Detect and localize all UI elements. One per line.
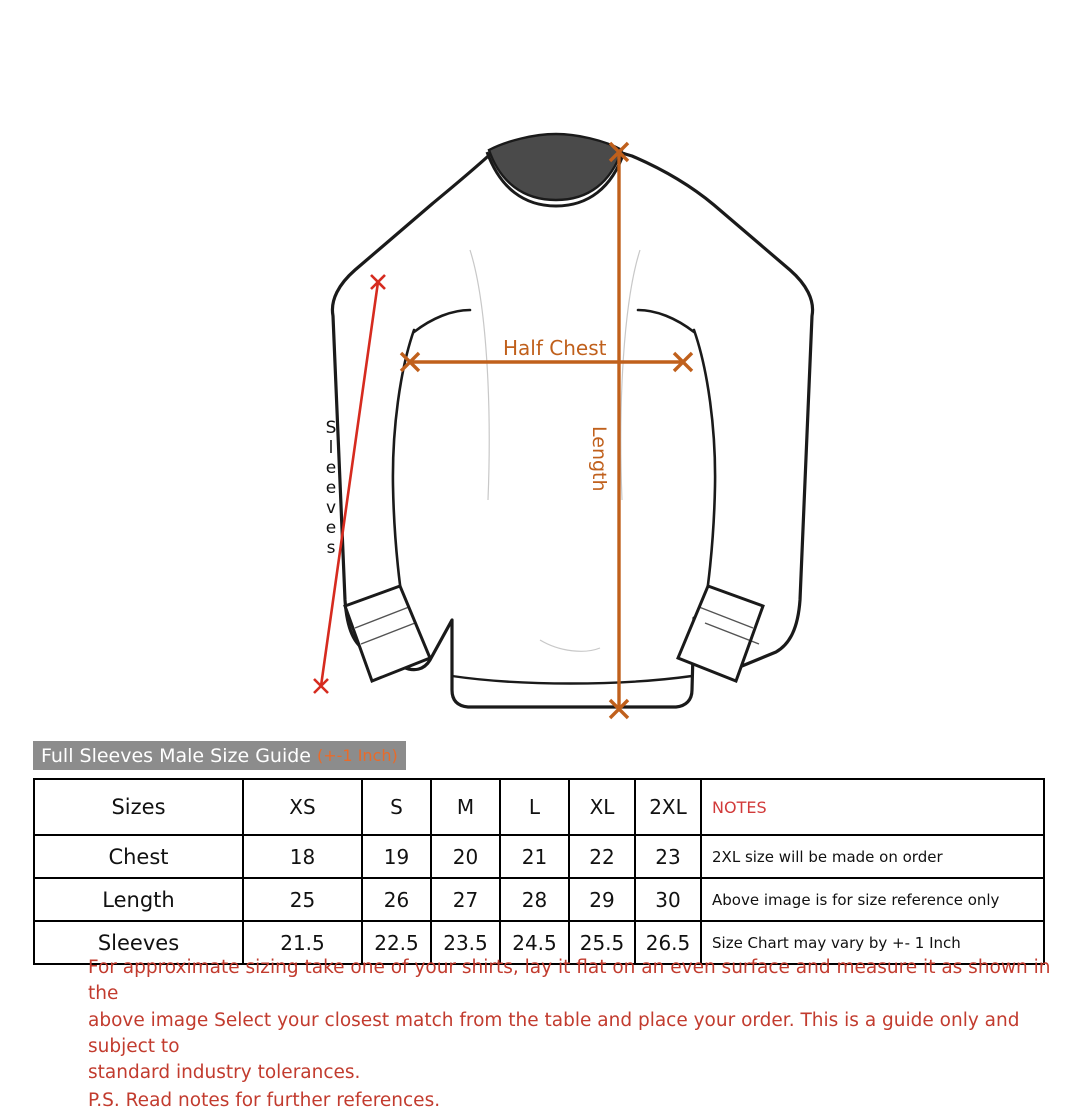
header-m: M <box>431 779 500 835</box>
cell-sleeves-2xl: 26.5 <box>635 921 701 964</box>
length-label: Length <box>588 420 610 498</box>
cell-chest-s: 19 <box>362 835 431 878</box>
title-tolerance: (+-1 Inch) <box>317 746 398 765</box>
cell-chest-2xl: 23 <box>635 835 701 878</box>
cell-sleeves-m: 23.5 <box>431 921 500 964</box>
half-chest-label: Half Chest <box>497 336 612 360</box>
cell-length-l: 28 <box>500 878 569 921</box>
cell-sleeves-s: 22.5 <box>362 921 431 964</box>
note-length-row: Above image is for size reference only <box>701 878 1044 921</box>
footnote-line-2: above image Select your closest match from the table and place your order. This is a guide only and subject to <box>88 1009 1020 1057</box>
cell-length-m: 27 <box>431 878 500 921</box>
table-header-row <box>34 779 1044 835</box>
sleeves-label <box>320 418 342 558</box>
cell-chest-m: 20 <box>431 835 500 878</box>
cell-sleeves-l: 24.5 <box>500 921 569 964</box>
sizing-instructions <box>88 955 1058 1115</box>
cell-sleeves-xs: 21.5 <box>243 921 362 964</box>
row-label-length: Length <box>34 878 243 921</box>
sleeves-letter: e <box>325 478 337 499</box>
cell-chest-xl: 22 <box>569 835 635 878</box>
sleeves-letter: v <box>325 498 337 519</box>
sleeves-letter: S <box>325 418 337 438</box>
title-text: Full Sleeves Male Size Guide <box>41 744 311 767</box>
header-notes: NOTES <box>701 779 1044 835</box>
header-xl: XL <box>569 779 635 835</box>
header-sizes: Sizes <box>34 779 243 835</box>
size-chart-table <box>33 778 1045 965</box>
cell-length-s: 26 <box>362 878 431 921</box>
size-guide-title <box>33 741 406 770</box>
header-xs: XS <box>243 779 362 835</box>
footnote-line-1: For approximate sizing take one of your shirts, lay it flat on an even surface and measure it as shown in the <box>88 957 1051 1005</box>
header-l: L <box>500 779 569 835</box>
cell-sleeves-xl: 25.5 <box>569 921 635 964</box>
cell-chest-xs: 18 <box>243 835 362 878</box>
row-label-chest: Chest <box>34 835 243 878</box>
footnote-line-3: standard industry tolerances. <box>88 1062 361 1084</box>
cell-length-2xl: 30 <box>635 878 701 921</box>
header-s: S <box>362 779 431 835</box>
sleeves-letter: s <box>326 538 336 559</box>
header-2xl: 2XL <box>635 779 701 835</box>
table-row <box>34 835 1044 878</box>
footnote-ps: P.S. Read notes for further references. <box>88 1090 441 1112</box>
cell-length-xs: 25 <box>243 878 362 921</box>
sleeves-letter: l <box>328 438 334 459</box>
sleeves-letter: e <box>325 458 337 479</box>
table-row <box>34 878 1044 921</box>
cell-chest-l: 21 <box>500 835 569 878</box>
sleeves-letter: e <box>325 518 337 539</box>
cell-length-xl: 29 <box>569 878 635 921</box>
row-label-sleeves: Sleeves <box>34 921 243 964</box>
note-sleeves-row: Size Chart may vary by +- 1 Inch <box>701 921 1044 964</box>
note-chest-row: 2XL size will be made on order <box>701 835 1044 878</box>
